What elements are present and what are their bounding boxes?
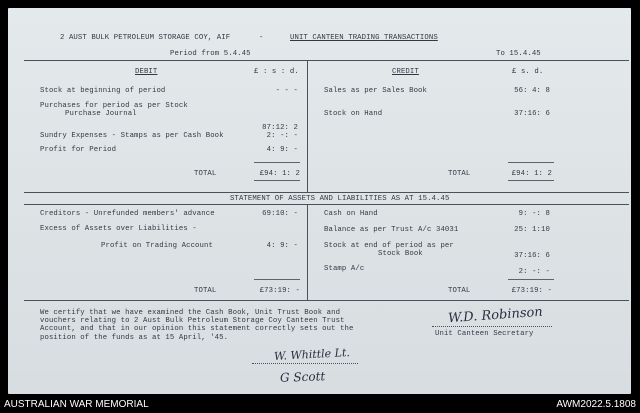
statement-left-total: £73:19: - bbox=[259, 287, 300, 295]
asset-item-label: Balance as per Trust A/c 34031 bbox=[324, 226, 459, 234]
certification-line: position of the funds as at 15 April, '45. bbox=[40, 334, 229, 342]
statement-right-subtotal-rule bbox=[508, 279, 554, 280]
document-sheet bbox=[8, 8, 631, 394]
debit-item-amount: 2: -: - bbox=[266, 132, 298, 140]
debit-item-amount: 4: 9: - bbox=[266, 146, 298, 154]
credit-item-amount: 37:16: 6 bbox=[514, 110, 550, 118]
statement-left-total-label: TOTAL bbox=[194, 287, 217, 295]
period-from: Period from 5.4.45 bbox=[170, 50, 251, 58]
auditor-signature-line bbox=[252, 363, 358, 364]
debit-item-label-cont: Purchase Journal bbox=[65, 110, 137, 118]
statement-heading: STATEMENT OF ASSETS AND LIABILITIES AS AT 15.4.45 bbox=[230, 195, 450, 203]
document-subtitle: UNIT CANTEEN TRADING TRANSACTIONS bbox=[290, 34, 438, 42]
asset-item-amount: 37:16: 6 bbox=[514, 252, 550, 260]
certification-line: We certify that we have examined the Cash Book, Unit Trust Book and bbox=[40, 309, 341, 317]
certification-line: vouchers relating to 2 Aust Bulk Petroleum Storage Coy Canteen Trust bbox=[40, 317, 345, 325]
asset-item-amount: 25: 1:10 bbox=[514, 226, 550, 234]
liability-item-amount: 4: 9: - bbox=[266, 242, 298, 250]
debit-item-label: Purchases for period as per Stock bbox=[40, 102, 188, 110]
statement-bottom-rule bbox=[24, 300, 629, 301]
liability-item-label: Creditors - Unrefunded members' advance bbox=[40, 210, 215, 218]
debit-total-label: TOTAL bbox=[194, 170, 217, 178]
credit-item-label: Sales as per Sales Book bbox=[324, 87, 428, 95]
secretary-signature-line bbox=[432, 326, 552, 327]
top-rule bbox=[24, 60, 629, 61]
debit-subtotal-rule bbox=[254, 162, 300, 163]
asset-item-label: Stamp A/c bbox=[324, 265, 365, 273]
secretary-signature: W.D. Robinson bbox=[447, 304, 544, 327]
debit-item-amount: 87:12: 2 bbox=[262, 124, 298, 132]
debit-heading: DEBIT bbox=[135, 68, 158, 76]
centre-rule bbox=[307, 60, 308, 192]
debit-item-label: Stock at beginning of period bbox=[40, 87, 166, 95]
statement-right-total: £73:19: - bbox=[511, 287, 552, 295]
statement-top-rule bbox=[24, 192, 629, 193]
archive-name: AUSTRALIAN WAR MEMORIAL bbox=[4, 399, 149, 410]
debit-currency-header: £ : s : d. bbox=[254, 68, 299, 76]
credit-heading: CREDIT bbox=[392, 68, 419, 76]
liability-item-label: Excess of Assets over Liabilities - bbox=[40, 225, 197, 233]
auditor-signature: W. Whittle Lt. bbox=[273, 346, 351, 363]
unit-title: 2 AUST BULK PETROLEUM STORAGE COY, AIF bbox=[60, 34, 231, 42]
debit-item-label: Sundry Expenses - Stamps as per Cash Book bbox=[40, 132, 224, 140]
credit-subtotal-rule bbox=[508, 162, 554, 163]
archive-footer bbox=[0, 395, 640, 413]
witness-signature: G Scott bbox=[279, 369, 326, 385]
credit-total-rule bbox=[508, 180, 554, 181]
asset-item-amount: 2: -: - bbox=[518, 268, 550, 276]
statement-left-subtotal-rule bbox=[254, 279, 300, 280]
asset-item-label-cont: Stock Book bbox=[378, 250, 423, 258]
debit-item-label: Profit for Period bbox=[40, 146, 117, 154]
header-dash: - bbox=[259, 34, 264, 42]
credit-item-label: Stock on Hand bbox=[324, 110, 383, 118]
archive-reference: AWM2022.5.1808 bbox=[556, 399, 636, 410]
debit-item-amount: - - - bbox=[275, 87, 298, 95]
credit-currency-header: £ s. d. bbox=[512, 68, 544, 76]
debit-total-amount: £94: 1: 2 bbox=[259, 170, 300, 178]
secretary-title: Unit Canteen Secretary bbox=[435, 330, 534, 338]
asset-item-label: Stock at end of period as per bbox=[324, 242, 454, 250]
asset-item-label: Cash on Hand bbox=[324, 210, 378, 218]
statement-right-total-label: TOTAL bbox=[448, 287, 471, 295]
credit-total-label: TOTAL bbox=[448, 170, 471, 178]
credit-total-amount: £94: 1: 2 bbox=[511, 170, 552, 178]
debit-total-rule bbox=[254, 180, 300, 181]
statement-centre-rule bbox=[307, 204, 308, 300]
liability-item-amount: 69:10: - bbox=[262, 210, 298, 218]
credit-item-amount: 56: 4: 8 bbox=[514, 87, 550, 95]
asset-item-amount: 9: -: 8 bbox=[518, 210, 550, 218]
liability-item-label: Profit on Trading Account bbox=[101, 242, 213, 250]
statement-heading-rule bbox=[24, 204, 629, 205]
period-to: To 15.4.45 bbox=[496, 50, 541, 58]
certification-line: Account, and that in our opinion this statement correctly sets out the bbox=[40, 325, 354, 333]
